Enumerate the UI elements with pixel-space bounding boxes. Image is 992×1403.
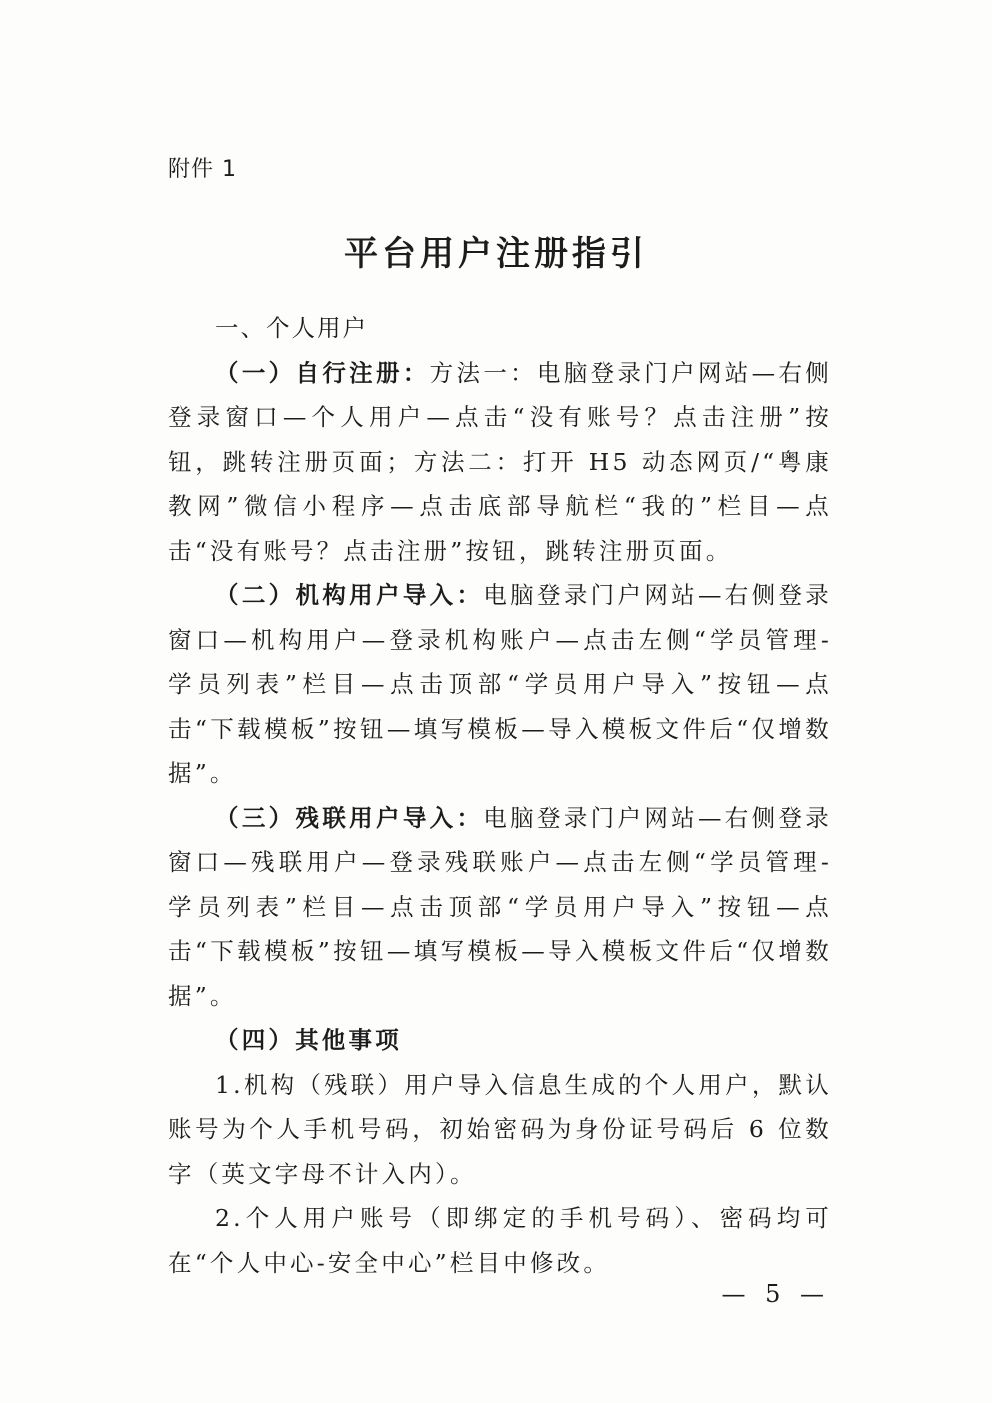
section-heading-individual-users: 一、个人用户	[215, 314, 368, 342]
paragraph-text: 电脑登录门户网站—右侧登录窗口—残联用户—登录残联账户—点击左侧“学员管理-学员列表”栏目—点击顶部“学员用户导入”按钮—点击“下载模板”按钮—填写模板—导入模板文件后“仅增数据”。	[168, 803, 833, 1010]
page-number: — 5 —	[721, 1280, 830, 1308]
paragraph-lead: （三）残联用户导入：	[215, 803, 484, 832]
paragraph-text: 电脑登录门户网站—右侧登录窗口—机构用户—登录机构账户—点击左侧“学员管理-学员列表”栏目—点击顶部“学员用户导入”按钮—点击“下载模板”按钮—填写模板—导入模板文件后“仅增数据”。	[168, 581, 833, 787]
paragraph-self-registration	[168, 351, 832, 574]
document-body	[168, 306, 832, 1285]
paragraph-lead: （四）其他事项	[215, 1026, 402, 1054]
paragraph-federation-import	[168, 796, 832, 1019]
attachment-label: 附件 1	[168, 157, 237, 182]
paragraph-lead: （一）自行注册：	[215, 358, 430, 387]
list-item: 1.机构（残联）用户导入信息生成的个人用户，默认账号为个人手机号码，初始密码为身份证号码后 6 位数字（英文字母不计入内）。	[168, 1070, 832, 1188]
list-item: 2.个人用户账号（即绑定的手机号码）、密码均可在“个人中心-安全中心”栏目中修改。	[168, 1204, 832, 1277]
document-title: 平台用户注册指引	[344, 234, 648, 274]
paragraph-institution-import	[168, 573, 832, 796]
paragraph-text: 方法一：电脑登录门户网站—右侧登录窗口—个人用户—点击“没有账号？点击注册”按钮，跳转注册页面；方法二：打开 H5 动态网页/“粤康教网”微信小程序—点击底部导航栏“我的”栏目—点击“没有账号？点击注册”按钮，跳转注册页面。	[168, 358, 832, 565]
paragraph-other-matters	[168, 1018, 832, 1063]
paragraph-lead: （二）机构用户导入：	[215, 581, 484, 609]
